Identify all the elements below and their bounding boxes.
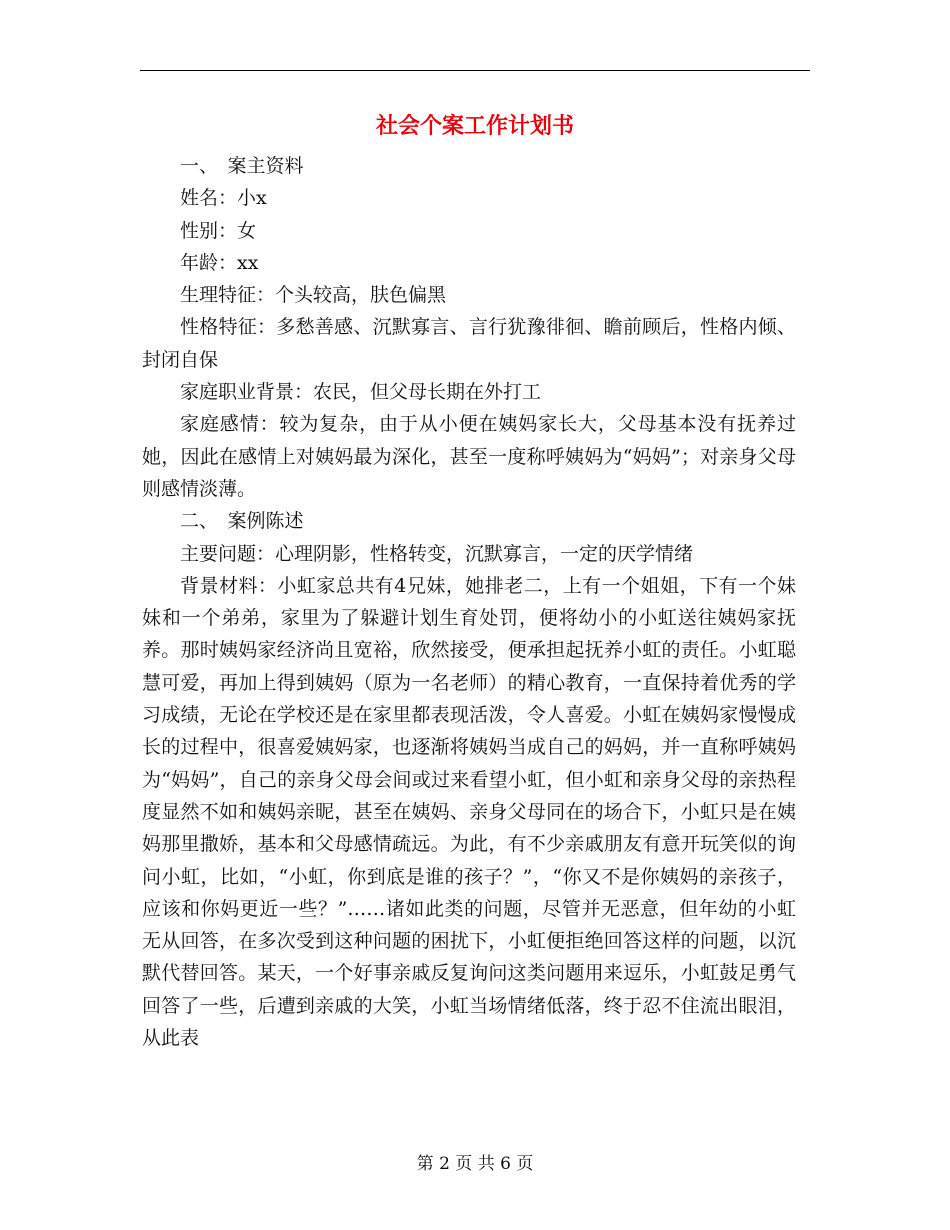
document-body [142, 150, 796, 1054]
section-heading-2: 二、 案例陈述 [180, 510, 304, 533]
field-family-occupation: 家庭职业背景：农民，但父母长期在外打工 [180, 381, 542, 404]
field-main-problems: 主要问题：心理阴影，性格转变，沉默寡言，一定的厌学情绪 [180, 542, 694, 565]
field-name: 姓名：小x [180, 187, 267, 210]
field-background: 背景材料：小虹家总共有4兄妹，她排老二，上有一个姐姐，下有一个妹妹和一个弟弟，家里为了躲避计划生育处罚，便将幼小的小虹送往姨妈家抚养。那时姨妈家经济尚且宽裕，欣然接受，便承担起抚养小虹的责任。小虹聪慧可爱，再加上得到姨妈（原为一名老师）的精心教育，一直保持着优秀的学习成绩，无论在学校还是在家里都表现活泼，令人喜爱。小虹在姨妈家慢慢成长的过程中，很喜爱姨妈家，也逐渐将姨妈当成自己的妈妈，并一直称呼姨妈为“妈妈”，自己的亲身父母会间或过来看望小虹，但小虹和亲身父母的亲热程度显然不如和姨妈亲昵，甚至在姨妈、亲身父母同在的场合下，小虹只是在姨妈那里撒娇，基本和父母感情疏远。为此，有不少亲戚朋友有意开玩笑似的询问小虹，比如，“小虹，你到底是谁的孩子？”，“你又不是你姨妈的亲孩子，应该和你妈更近一些？”……诸如此类的问题，尽管并无恶意，但年幼的小虹无从回答，在多次受到这种问题的困扰下，小虹便拒绝回答这样的问题，以沉默代替回答。某天，一个好事亲戚反复询问这类问题用来逗乐，小虹鼓足勇气回答了一些，后遭到亲戚的大笑，小虹当场情绪低落，终于忍不住流出眼泪，从此表 [142, 574, 796, 1050]
field-family-relations: 家庭感情：较为复杂，由于从小便在姨妈家长大，父母基本没有抚养过她，因此在感情上对姨妈最为深化，甚至一度称呼姨妈为“妈妈”；对亲身父母则感情淡薄。 [142, 413, 796, 500]
section-heading-1: 一、 案主资料 [180, 155, 304, 177]
page-footer: 第 2 页 共 6 页 [416, 1154, 534, 1174]
header-rule [140, 70, 810, 71]
field-personality-traits: 性格特征：多愁善感、沉默寡言、言行犹豫徘徊、瞻前顾后，性格内倾、封闭自保 [142, 316, 796, 371]
field-age: 年龄：xx [180, 251, 259, 274]
field-physical-traits: 生理特征：个头较高，肤色偏黑 [180, 284, 447, 307]
document-title: 社会个案工作计划书 [375, 113, 574, 139]
field-gender: 性别：女 [180, 219, 257, 242]
